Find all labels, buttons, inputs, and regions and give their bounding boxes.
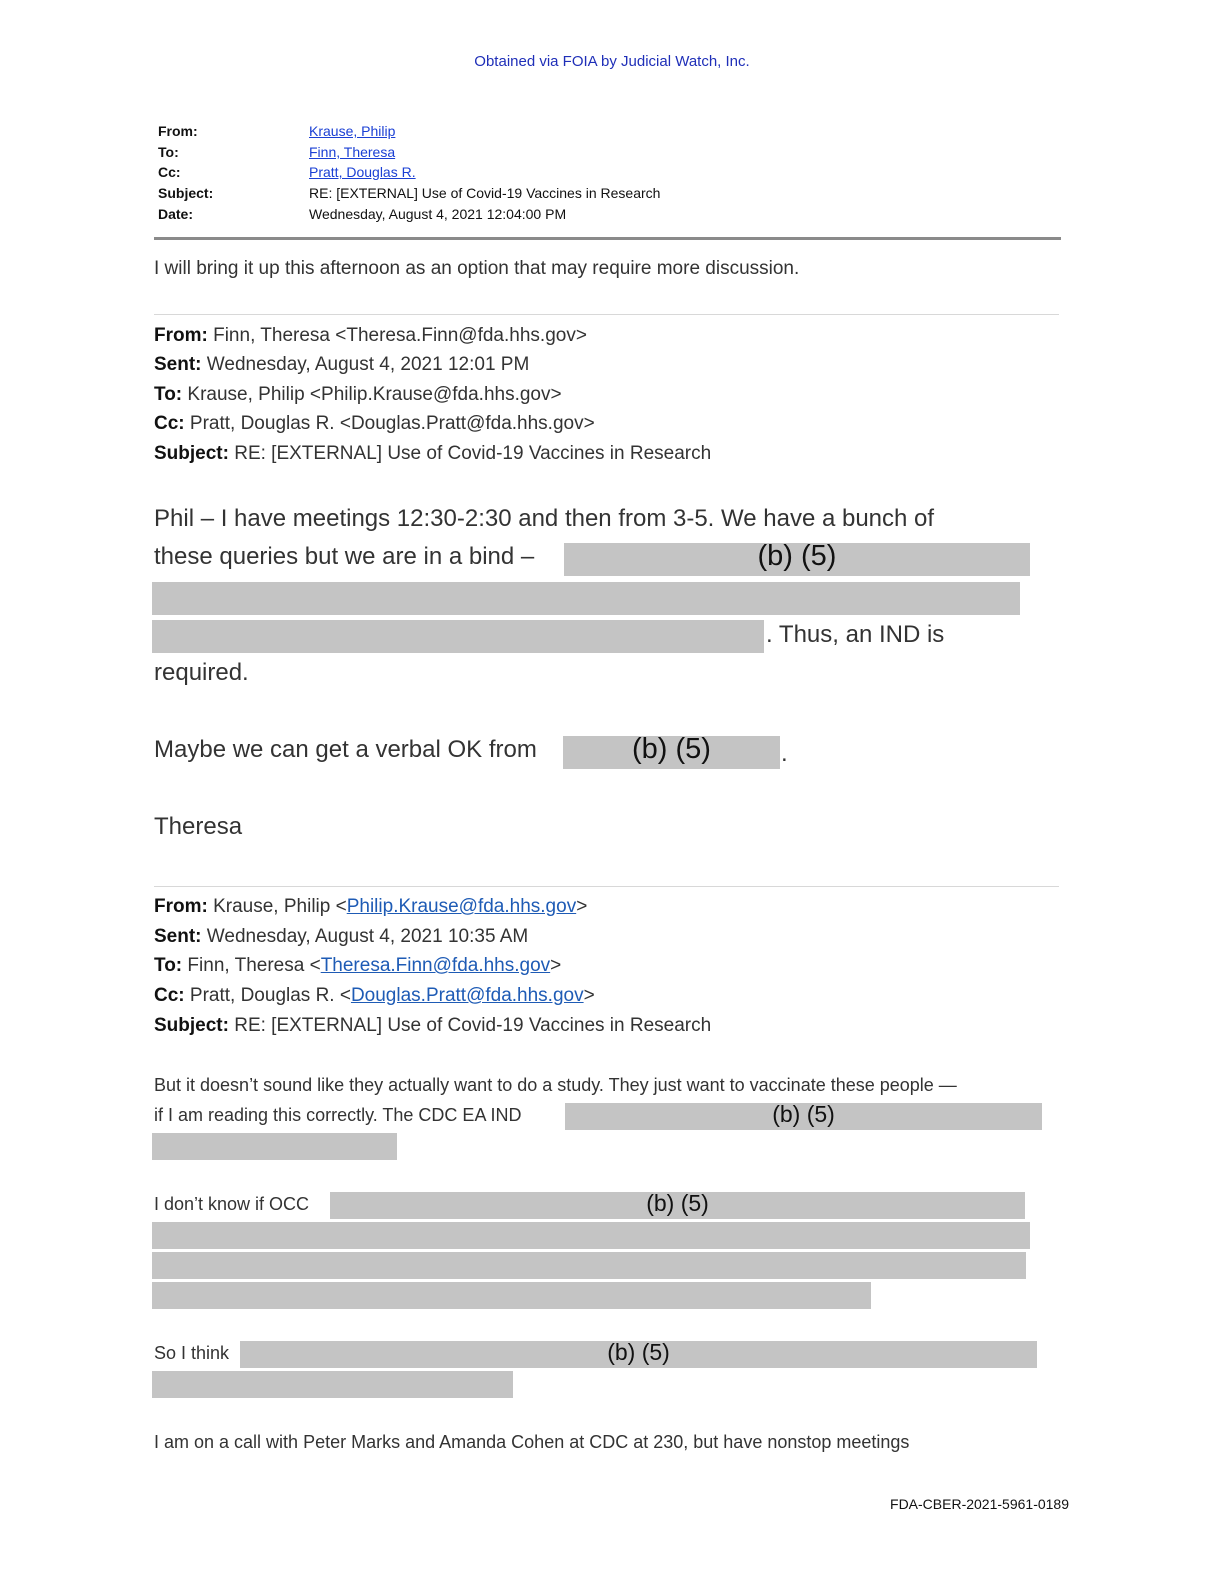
redaction-label: (b) (5) — [772, 1101, 835, 1127]
msg2-subject-value: RE: [EXTERNAL] Use of Covid-19 Vaccines in Research — [234, 1015, 712, 1036]
msg2-from-email-link[interactable]: Philip.Krause@fda.hhs.gov — [346, 896, 577, 917]
msg2-sent-label: Sent: — [154, 926, 202, 947]
header-date-label: Date: — [158, 206, 194, 222]
msg2-para1-line1: But it doesn’t sound like they actually want to do a study. They just want to vaccinate these people — — [154, 1075, 957, 1095]
msg1-to-label: To: — [154, 384, 183, 405]
msg2-subject-label: Subject: — [154, 1015, 229, 1036]
msg1-from — [154, 325, 587, 347]
msg2-from — [154, 896, 587, 918]
msg1-line4: required. — [154, 659, 249, 686]
msg2-cc-email-link[interactable]: Douglas.Pratt@fda.hhs.gov — [350, 985, 584, 1006]
header-to-label: To: — [158, 144, 179, 160]
msg1-to — [154, 384, 562, 406]
msg2-sent — [154, 926, 528, 948]
msg1-signature: Theresa — [154, 813, 243, 840]
redaction-block — [152, 1133, 397, 1160]
header-subject-label: Subject: — [158, 185, 214, 201]
msg1-line1: Phil – I have meetings 12:30-2:30 and then from 3-5. We have a bunch of — [154, 505, 935, 532]
foia-notice: Obtained via FOIA by Judicial Watch, Inc. — [474, 53, 750, 70]
message-divider-1 — [154, 314, 1059, 315]
header-subject-value: RE: [EXTERNAL] Use of Covid-19 Vaccines in Research — [309, 185, 661, 201]
redaction-block — [152, 1371, 513, 1398]
msg1-line5-tail: . — [781, 740, 788, 767]
redaction-block — [152, 620, 764, 653]
redaction-block — [152, 1252, 1026, 1279]
msg1-cc-label: Cc: — [154, 413, 185, 434]
msg2-to — [154, 955, 561, 977]
msg2-subject — [154, 1015, 711, 1037]
msg1-from-value: Finn, Theresa <Theresa.Finn@fda.hhs.gov> — [213, 325, 587, 346]
msg2-to-label: To: — [154, 955, 183, 976]
msg2-to-close: > — [550, 955, 562, 976]
reply-body: I will bring it up this afternoon as an option that may require more discussion. — [154, 258, 800, 279]
msg1-subject-value: RE: [EXTERNAL] Use of Covid-19 Vaccines in Research — [234, 443, 712, 464]
redaction-label: (b) (5) — [607, 1339, 670, 1365]
msg2-cc-name: Pratt, Douglas R. < — [189, 985, 351, 1006]
msg2-para4: I am on a call with Peter Marks and Amanda Cohen at CDC at 230, but have nonstop meetings — [154, 1432, 910, 1452]
msg1-cc-value: Pratt, Douglas R. <Douglas.Pratt@fda.hhs.gov> — [189, 413, 595, 434]
msg1-subject — [154, 443, 711, 465]
redaction-label: (b) (5) — [757, 540, 837, 572]
msg1-sent-label: Sent: — [154, 354, 202, 375]
msg1-from-label: From: — [154, 325, 208, 346]
header-date-value: Wednesday, August 4, 2021 12:04:00 PM — [309, 206, 567, 222]
msg2-to-email-link[interactable]: Theresa.Finn@fda.hhs.gov — [320, 955, 551, 976]
redaction-label: (b) (5) — [632, 733, 711, 765]
msg2-to-name: Finn, Theresa < — [187, 955, 321, 976]
header-from-label: From: — [158, 123, 198, 139]
msg2-cc — [154, 985, 595, 1007]
msg2-sent-value: Wednesday, August 4, 2021 10:35 AM — [206, 926, 529, 947]
redaction-block — [152, 1222, 1030, 1249]
header-from-link[interactable]: Krause, Philip — [309, 123, 396, 139]
msg1-sent — [154, 354, 529, 376]
header-divider — [154, 237, 1061, 240]
document-id: FDA-CBER-2021-5961-0189 — [890, 1496, 1069, 1512]
header-cc-label: Cc: — [158, 164, 181, 180]
msg1-to-value: Krause, Philip <Philip.Krause@fda.hhs.gov> — [187, 384, 562, 405]
message-divider-2 — [154, 886, 1059, 887]
msg1-line5: Maybe we can get a verbal OK from — [154, 736, 537, 763]
msg1-line3-tail: . Thus, an IND is — [766, 621, 945, 648]
redaction-label: (b) (5) — [646, 1190, 709, 1216]
msg2-para2: I don’t know if OCC — [154, 1194, 310, 1214]
msg2-from-label: From: — [154, 896, 208, 917]
msg2-from-close: > — [576, 896, 588, 917]
header-cc-link[interactable]: Pratt, Douglas R. — [309, 164, 416, 180]
msg2-para1-line2: if I am reading this correctly. The CDC EA IND — [154, 1105, 522, 1125]
msg2-from-name: Krause, Philip < — [213, 896, 347, 917]
redaction-block — [152, 582, 1020, 615]
msg1-cc — [154, 413, 595, 435]
msg2-cc-close: > — [583, 985, 595, 1006]
header-to-link[interactable]: Finn, Theresa — [309, 144, 396, 160]
msg1-sent-value: Wednesday, August 4, 2021 12:01 PM — [206, 354, 530, 375]
msg2-cc-label: Cc: — [154, 985, 185, 1006]
redaction-block — [152, 1282, 871, 1309]
msg1-subject-label: Subject: — [154, 443, 229, 464]
msg2-para3: So I think — [154, 1343, 230, 1363]
msg1-line2: these queries but we are in a bind – — [154, 543, 535, 570]
